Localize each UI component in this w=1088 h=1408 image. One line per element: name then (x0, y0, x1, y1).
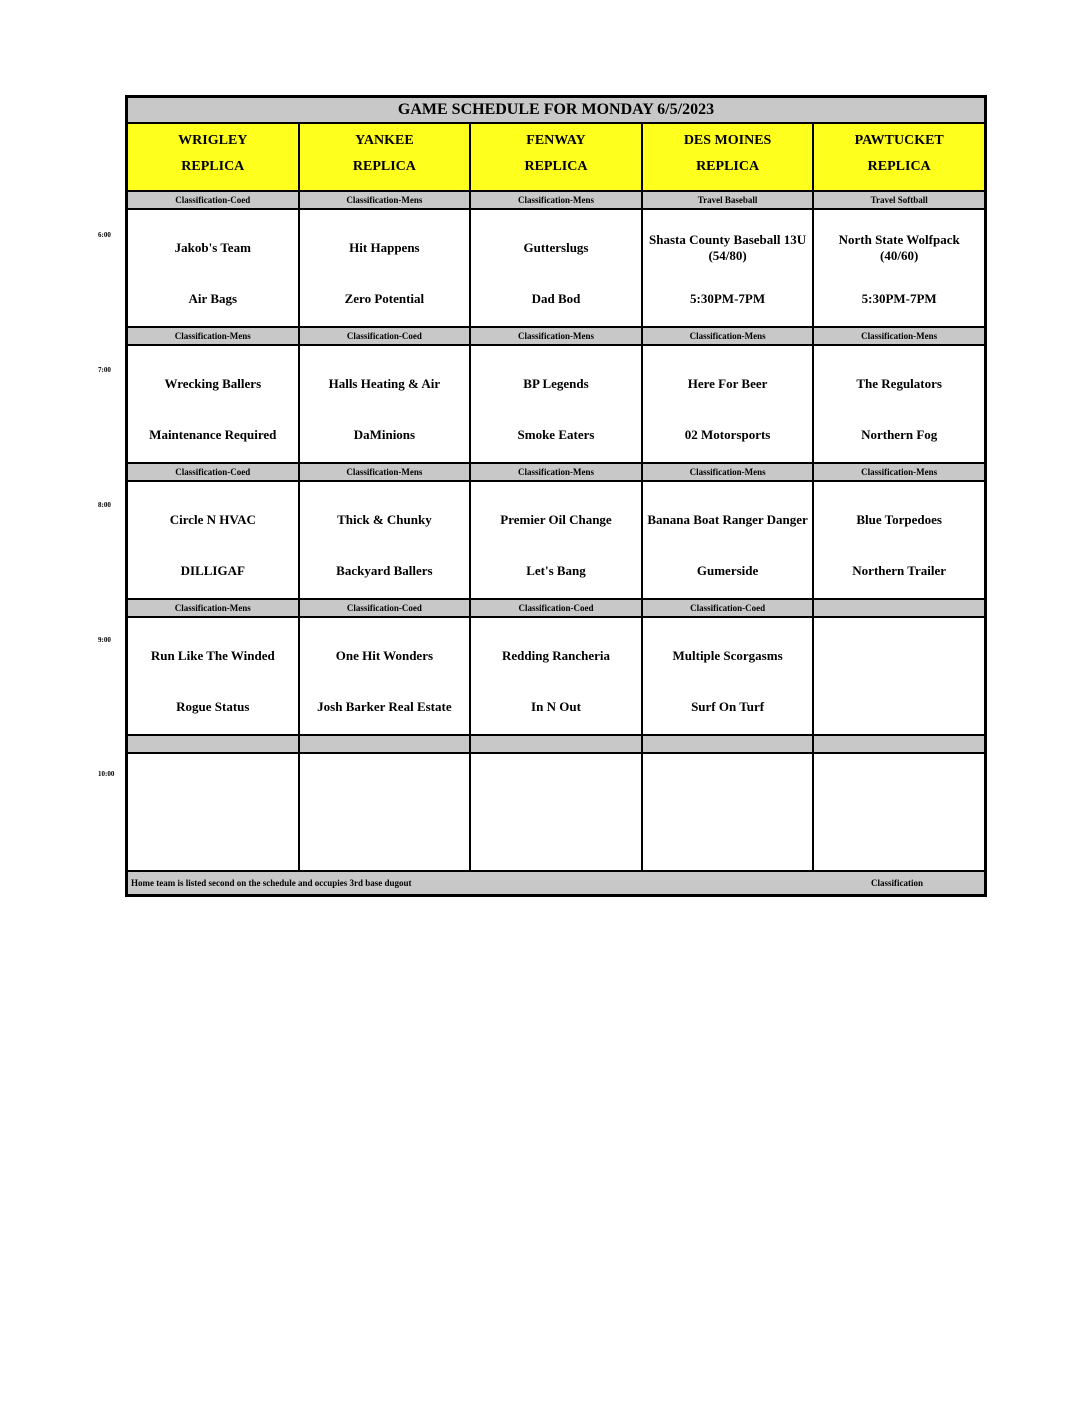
classification-label: Classification-Mens (471, 464, 643, 480)
home-team: Rogue Status (176, 699, 250, 714)
game-cell (814, 346, 984, 462)
classification-label: Classification-Coed (300, 600, 472, 616)
away-team: Wrecking Ballers (164, 376, 262, 391)
field-subtitle: REPLICA (181, 159, 245, 174)
game-cell (814, 210, 984, 326)
away-team: Run Like The Winded (150, 648, 275, 663)
schedule-sheet (125, 95, 987, 897)
game-cell (300, 210, 472, 326)
field-header (643, 124, 815, 190)
home-team: Northern Trailer (852, 563, 947, 578)
field-header (471, 124, 643, 190)
away-team: The Regulators (856, 376, 942, 391)
classification-label: Travel Softball (870, 195, 928, 205)
home-team: Zero Potential (344, 291, 425, 306)
away-team (132, 774, 294, 810)
classification-label: Classification-Mens (471, 192, 643, 208)
field-name: WRIGLEY (178, 133, 248, 148)
field-header-row (128, 124, 984, 192)
classification-label: Travel Baseball (643, 192, 815, 208)
away-team (304, 774, 466, 810)
home-team: Dad Bod (531, 291, 581, 306)
away-team (475, 774, 637, 810)
game-row (128, 346, 984, 464)
game-cell (471, 618, 643, 734)
away-team: North State Wolfpack (40/60) (838, 232, 960, 263)
away-team: Thick & Chunky (337, 512, 432, 527)
game-cell (643, 482, 815, 598)
game-row (128, 618, 984, 736)
home-team-note: Home team is listed second on the schedule and occupies 3rd base dugout (131, 878, 412, 888)
time-label: 7:00 (98, 366, 111, 374)
away-team: BP Legends (523, 376, 589, 391)
classification-label (814, 736, 984, 752)
field-subtitle: REPLICA (696, 159, 760, 174)
game-cell (643, 754, 815, 870)
home-team: Air Bags (188, 291, 238, 306)
game-cell (300, 754, 472, 870)
classification-label: Classification-Coed (128, 464, 300, 480)
game-cell (471, 210, 643, 326)
home-team (818, 698, 980, 716)
schedule-title: GAME SCHEDULE FOR MONDAY 6/5/2023 (128, 98, 984, 124)
home-team: 02 Motorsports (684, 427, 771, 442)
game-cell (300, 482, 472, 598)
away-team: Halls Heating & Air (328, 376, 441, 391)
field-header (300, 124, 472, 190)
away-team: Premier Oil Change (500, 512, 612, 527)
game-cell (128, 754, 300, 870)
classification-label: Classification-Coed (128, 192, 300, 208)
game-cell (814, 754, 984, 870)
game-cell (128, 346, 300, 462)
schedule-footer (128, 872, 984, 894)
away-team (818, 774, 980, 810)
home-team (304, 834, 466, 852)
classification-label: Classification-Mens (300, 192, 472, 208)
field-name: FENWAY (526, 133, 586, 148)
home-team (475, 834, 637, 852)
game-cell (300, 618, 472, 734)
away-team: Gutterslugs (523, 240, 589, 255)
home-team: Maintenance Required (149, 427, 277, 442)
game-cell (643, 346, 815, 462)
classification-label: Classification-Mens (128, 600, 300, 616)
field-name: YANKEE (355, 133, 414, 148)
home-team: Gumerside (696, 563, 759, 578)
away-team: Circle N HVAC (169, 512, 256, 527)
game-cell (128, 618, 300, 734)
classification-label: Classification-Mens (300, 464, 472, 480)
field-subtitle: REPLICA (352, 159, 416, 174)
field-name: DES MOINES (683, 133, 772, 148)
game-cell (471, 754, 643, 870)
home-team: 5:30PM-7PM (861, 291, 937, 306)
classification-label: Classification-Mens (861, 331, 938, 341)
classification-row (128, 736, 984, 754)
home-team: 5:30PM-7PM (690, 291, 766, 306)
away-team: Multiple Scorgasms (672, 648, 783, 663)
home-team: DaMinions (353, 427, 416, 442)
away-team: Banana Boat Ranger Danger (647, 512, 808, 527)
home-team: Smoke Eaters (517, 427, 595, 442)
classification-label (128, 736, 300, 752)
time-label: 6:00 (98, 231, 111, 239)
away-team: Redding Rancheria (501, 648, 610, 663)
home-team: Let's Bang (526, 563, 586, 578)
home-team (647, 834, 809, 852)
classification-label (643, 736, 815, 752)
game-cell (643, 618, 815, 734)
classification-label: Classification-Mens (643, 464, 815, 480)
game-cell (300, 346, 472, 462)
home-team: Northern Fog (861, 427, 938, 442)
game-row (128, 210, 984, 328)
away-team: One Hit Wonders (335, 648, 434, 663)
home-team: Backyard Ballers (336, 563, 433, 578)
game-cell (471, 482, 643, 598)
away-team: Jakob's Team (174, 240, 251, 255)
classification-label: Classification-Coed (643, 600, 815, 616)
away-team: Here For Beer (687, 376, 768, 391)
field-header (814, 124, 984, 190)
away-team (647, 774, 809, 810)
classification-row (128, 464, 984, 482)
time-label: 9:00 (98, 636, 111, 644)
home-team: Josh Barker Real Estate (317, 699, 452, 714)
field-subtitle: REPLICA (867, 159, 931, 174)
field-subtitle: REPLICA (524, 159, 588, 174)
home-team (132, 834, 294, 852)
time-label: 10:00 (98, 770, 115, 778)
away-team: Shasta County Baseball 13U (54/80) (649, 232, 807, 263)
game-cell (471, 346, 643, 462)
classification-row (128, 600, 984, 618)
game-row (128, 482, 984, 600)
field-header (128, 124, 300, 190)
classification-label: Classification-Mens (861, 467, 938, 477)
classification-label: Classification-Coed (471, 600, 643, 616)
away-team (818, 638, 980, 674)
game-cell (128, 210, 300, 326)
game-cell (128, 482, 300, 598)
classification-label (814, 600, 984, 616)
game-cell (643, 210, 815, 326)
game-cell (814, 618, 984, 734)
time-label: 8:00 (98, 501, 111, 509)
home-team: Surf On Turf (691, 699, 765, 714)
game-cell (814, 482, 984, 598)
classification-label (300, 736, 472, 752)
classification-label: Classification-Mens (643, 328, 815, 344)
footer-classification-label: Classification (871, 878, 924, 888)
away-team: Hit Happens (349, 240, 420, 255)
home-team: DILLIGAF (180, 563, 245, 578)
home-team: In N Out (531, 699, 581, 714)
classification-label: Classification-Mens (128, 328, 300, 344)
away-team: Blue Torpedoes (856, 512, 942, 527)
classification-label: Classification-Coed (300, 328, 472, 344)
classification-label: Classification-Mens (471, 328, 643, 344)
classification-label (471, 736, 643, 752)
home-team (818, 834, 980, 852)
classification-row (128, 192, 984, 210)
classification-row (128, 328, 984, 346)
field-name: PAWTUCKET (854, 133, 944, 148)
game-row (128, 754, 984, 872)
